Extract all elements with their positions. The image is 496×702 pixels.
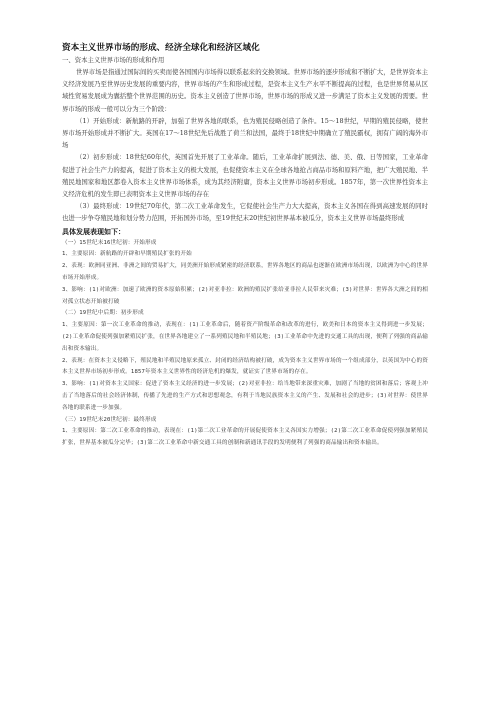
detail-line: （三）19世纪末20世纪初：最终形成 [62, 416, 157, 423]
detail-line: 2、表现：在资本主义侵略下，殖民地和半殖民地原来孤立、封闭的经济结构被打破，成为资本主义世界市场的一个组成部分，以英国为中心的资本主义世界市场初步形成。1857年资本主义世界性的经济危机的爆发，就证实了世界市场的存在。 [62, 357, 428, 376]
detail-heading: 具体发展表现如下： [62, 227, 125, 236]
detail-line: 1、主要原因：第二次工业革命的推动，表现在：(1)第二次工业革命的开展促使资本主义各国实力增强；(2)第二次工业革命促使列强加紧殖民扩张，世界基本被瓜分完毕；(3)第二次工业革命中新交通工具的创制和新通讯手段的发明便利了列强的商品输出和资本输出。 [62, 428, 428, 447]
detail-line: 1、主要原因：新航路的开辟和早期殖民扩张的开始 [62, 251, 192, 258]
detail-line: 1、主要原因：第一次工业革命的推动，表现在：(1)工业革命后，随着资产阶级革命和改革的进行，欧美和日本的资本主义得到进一步发展；(2)工业革命促使列强加紧殖民扩张，在世界各地建立了一系列殖民地和半殖民地；(3)工业革命中先进的交通工具的出现，便利了列强的商品输出和资本输出。 [62, 322, 428, 352]
section-heading: 一、资本主义世界市场的形成和作用 [62, 56, 165, 64]
paragraph: （2）初步形成：18世纪60年代，英国首先开展了工业革命。随后，工业革命扩展到法、德、美、俄、日等国家，工业革命促进了社会生产力的提高，促进了资本主义的极大发展，也促使资本主义在全球各地抢占商品市场和原料产地，把广大殖民地、半殖民地国家和地区都卷入资本主义世界市场体系，成为其经济附庸，资本主义世界市场初步形成。1857年，第一次世界性资本主义经济危机的发生即已表明资本主义世界市场的存在 [62, 153, 428, 199]
paragraph: （3）最终形成：19世纪70年代，第二次工业革命发生，它促使社会生产力大大提高，资本主义各国在得到高速发展的同时也进一步争夺殖民地和划分势力范围，开拓国外市场，至19世纪末20世纪初世界基本被瓜分，资本主义世界市场最终形成 [62, 202, 428, 223]
detail-line: （二）19世纪中后期：初步形成 [62, 310, 144, 317]
document-title: 资本主义世界市场的形成、经济全球化和经济区域化 [62, 43, 260, 53]
paragraph: （1）开始形成：新航路的开辟，加强了世界各地的联系，也为殖民侵略创造了条件。15～18世纪，早期的殖民侵略，使世界市场开始形成并不断扩大。英国在17～18世纪先后战胜了荷兰和法国，最终于18世纪中期确立了殖民霸权，拥有广阔的海外市场 [62, 116, 428, 150]
detail-line: 3、影响：(1)对欧洲：加速了欧洲的资本原始积累；(2)对亚非拉：欧洲的殖民扩张给亚非拉人民带来灾难；(3)对世界：世界各大洲之间的相对孤立状态开始被打破 [62, 286, 428, 305]
detail-line: 2、表现：欧洲同亚洲、非洲之间的贸易扩大，同美洲开始形成紧密的经济联系，世界各地区的商品也逐渐在欧洲市场出现，以欧洲为中心的世界市场开始形成。 [62, 263, 428, 282]
detail-line: 3、影响：(1)对资本主义国家：促进了资本主义经济的进一步发展；(2)对亚非拉：给当地带来深重灾难，加剧了当地的贫困和落后；客观上冲击了当地落后的社会经济体制，传播了先进的生产方式和思想观念，有利于当地民族资本主义的产生、发展和社会的进步；(3)对世界：使世界各地的联系进一步加强。 [62, 381, 428, 411]
detail-line: （一）15世纪末16世纪初：开始形成 [62, 239, 157, 246]
paragraph: 世界市场是指通过国际间的买卖而使各国国内市场得以联系起来的交换领域。世界市场的逐步形成和不断扩大，是世界资本主义经济发展乃至世界历史发展的重要内容，世界市场的产生和形成过程，是资本主义生产水平不断提高的过程，也是世界贸易从区域性贸易发展成为囊括整个世界范围的历史。资本主义创造了世界市场，世界市场的形成又进一步满足了资本主义发展的需要。世界市场的形成一般可以分为三个阶段： [62, 68, 428, 113]
